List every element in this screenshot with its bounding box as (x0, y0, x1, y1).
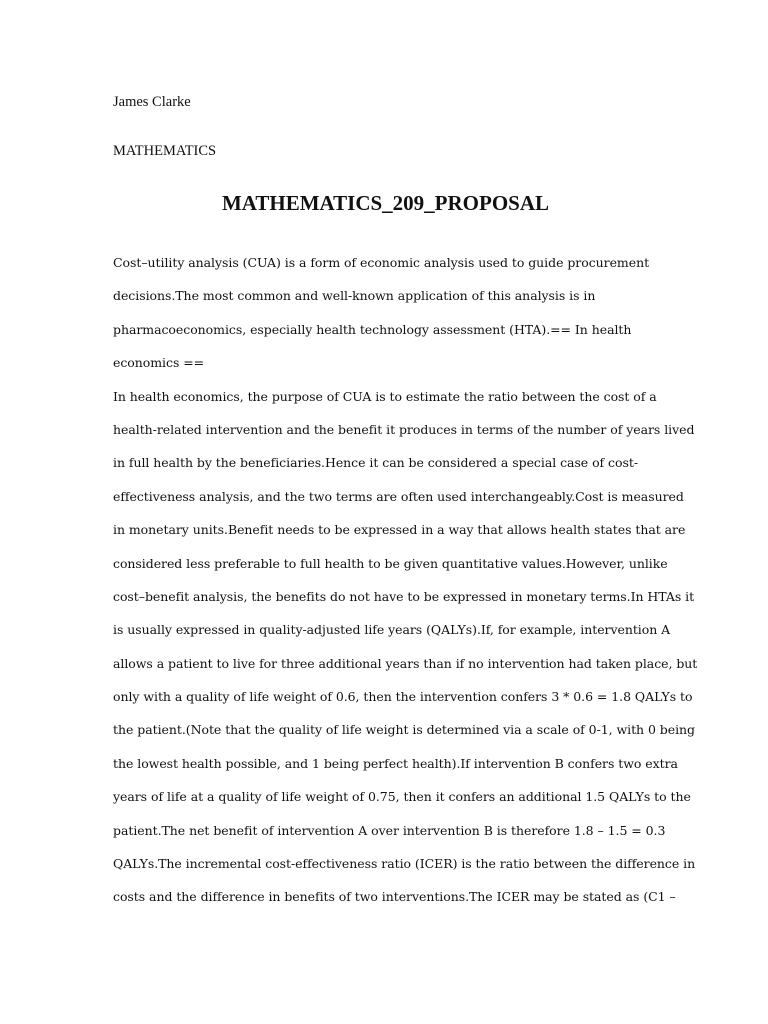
body-line: in full health by the beneficiaries.Hence it can be considered a special case of cost- (113, 455, 638, 471)
body-line: health-related intervention and the benefit it produces in terms of the number of years lived (113, 421, 695, 437)
body-line: years of life at a quality of life weight of 0.75, then it confers an additional 1.5 QALYs to the (113, 789, 691, 805)
document-page (113, 0, 698, 1024)
body-text (113, 254, 698, 922)
body-line: costs and the difference in benefits of two interventions.The ICER may be stated as (C1 – (113, 889, 676, 905)
body-line: the patient.(Note that the quality of life weight is determined via a scale of 0-1, with 0 being (113, 722, 696, 738)
body-line: QALYs.The incremental cost-effectiveness ratio (ICER) is the ratio between the difference in (113, 856, 696, 872)
subject-label: MATHEMATICS (113, 143, 217, 159)
body-line: Cost–utility analysis (CUA) is a form of economic analysis used to guide procurement (113, 255, 650, 270)
body-line: is usually expressed in quality-adjusted life years (QALYs).If, for example, intervention A (113, 622, 671, 638)
body-line: in monetary units.Benefit needs to be expressed in a way that allows health states that are (113, 522, 686, 538)
body-line: considered less preferable to full health to be given quantitative values.However, unlike (113, 555, 668, 571)
body-line: only with a quality of life weight of 0.6, then the intervention confers 3 * 0.6 = 1.8 QALYs to (113, 689, 693, 705)
body-line: economics == (113, 355, 205, 371)
author-name: James Clarke (113, 94, 191, 110)
body-line: allows a patient to live for three additional years than if no intervention had taken place, but (113, 655, 698, 671)
body-line: In health economics, the purpose of CUA is to estimate the ratio between the cost of a (113, 388, 657, 404)
body-line: effectiveness analysis, and the two terms are often used interchangeably.Cost is measured (113, 488, 684, 504)
body-line: pharmacoeconomics, especially health technology assessment (HTA).== In health (113, 321, 632, 337)
body-line: patient.The net benefit of intervention A over intervention B is therefore 1.8 – 1.5 = 0.3 (113, 822, 666, 838)
body-line: the lowest health possible, and 1 being perfect health).If intervention B confers two extra (113, 755, 678, 771)
document-title: MATHEMATICS_209_PROPOSAL (221, 191, 550, 215)
body-line: cost–benefit analysis, the benefits do not have to be expressed in monetary terms.In HTAs it (113, 588, 695, 604)
body-line: decisions.The most common and well-known application of this analysis is in (113, 288, 596, 304)
